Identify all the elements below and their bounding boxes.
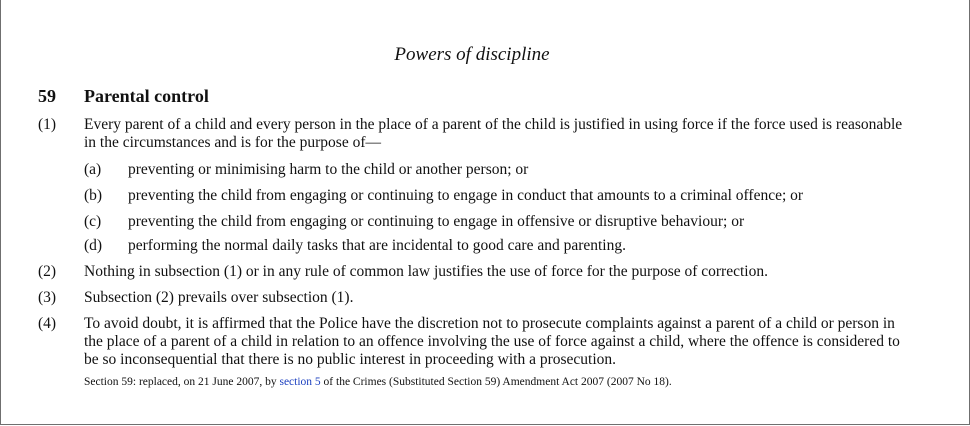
paragraph-text: preventing the child from engaging or continuing to engage in conduct that amounts to a criminal offence; or (128, 187, 804, 204)
section-title: Parental control (84, 86, 209, 106)
section-number: 59 (38, 86, 56, 106)
paragraph-c (84, 213, 904, 231)
subsection-text: To avoid doubt, it is affirmed that the Police have the discretion not to prosecute complaints against a parent of a child or person in the place of a parent of a child in relation to an offence involving the use of force against a child, where the offence is considered to be so inconsequential that there is no public interest in proceeding with a prosecution. (84, 315, 900, 368)
amendment-link[interactable]: section 5 (279, 376, 321, 388)
paragraph-a (84, 161, 904, 179)
history-prefix: Section 59: replaced, on 21 June 2007, by (84, 376, 280, 388)
subsection-text: Every parent of a child and every person in the place of a parent of the child is justified in using force if the force used is reasonable in the circumstances and is for the purpose of— (84, 116, 903, 151)
subsection-3 (38, 289, 908, 307)
part-heading: Powers of discipline (394, 44, 550, 65)
subsection-label: (4) (38, 315, 57, 332)
paragraph-label: (a) (84, 161, 102, 178)
paragraph-text: preventing the child from engaging or continuing to engage in offensive or disruptive behaviour; or (128, 213, 745, 230)
paragraph-d (84, 237, 904, 255)
section-heading (38, 86, 209, 107)
paragraph-b (84, 187, 904, 205)
history-suffix: of the Crimes (Substituted Section 59) Amendment Act 2007 (2007 No 18). (320, 376, 672, 388)
subsection-label: (3) (38, 289, 57, 306)
paragraph-label: (b) (84, 187, 103, 204)
subsection-text: Subsection (2) prevails over subsection (1). (84, 289, 354, 306)
history-note (84, 376, 672, 388)
paragraph-label: (d) (84, 237, 103, 254)
subsection-4 (38, 315, 908, 369)
subsection-2 (38, 263, 908, 281)
paragraph-label: (c) (84, 213, 102, 230)
subsection-1 (38, 116, 908, 152)
subsection-label: (2) (38, 263, 57, 280)
subsection-text: Nothing in subsection (1) or in any rule of common law justifies the use of force for the purpose of correction. (84, 263, 768, 280)
subsection-label: (1) (38, 116, 57, 133)
paragraph-text: preventing or minimising harm to the child or another person; or (128, 161, 529, 178)
paragraph-text: performing the normal daily tasks that are incidental to good care and parenting. (128, 237, 626, 254)
